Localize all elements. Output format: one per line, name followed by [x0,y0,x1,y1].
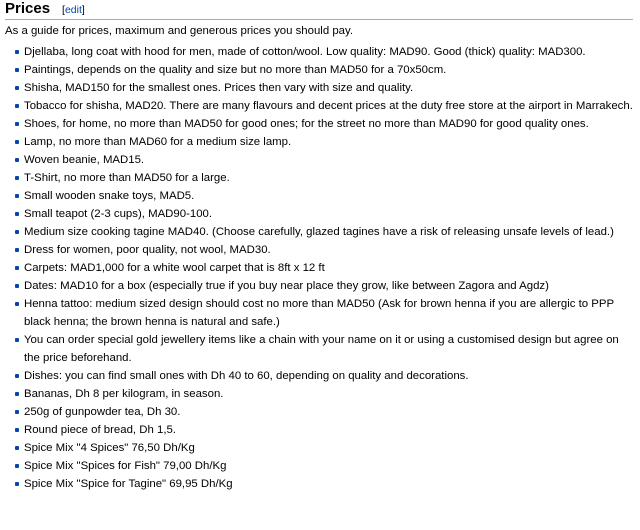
bullet-icon [15,140,19,144]
bullet-icon [15,158,19,162]
list-item [0,151,634,169]
list-item [0,403,634,421]
bullet-icon [15,50,19,54]
list-item [0,205,634,223]
list-item-text: Henna tattoo: medium sized design should cost no more than MAD50 (Ask for brown henna if you are allergic to PPP black henna; the brown henna is natural and safe.) [24,298,614,328]
bullet-icon [15,86,19,90]
list-item-text: Tobacco for shisha, MAD20. There are many flavours and decent prices at the duty free store at the airport in Marrakech. [24,100,633,112]
list-item [0,457,634,475]
bullet-icon [15,338,19,342]
bullet-icon [15,266,19,270]
bullet-icon [15,122,19,126]
list-item-text: Bananas, Dh 8 per kilogram, in season. [24,388,224,400]
list-item [0,277,634,295]
list-item-text: Dishes: you can find small ones with Dh 40 to 60, depending on quality and decorations. [24,370,469,382]
edit-link[interactable]: edit [64,4,82,16]
list-item-text: Woven beanie, MAD15. [24,154,145,166]
intro-paragraph: As a guide for prices, maximum and generous prices you should pay. [5,25,354,37]
bullet-icon [15,482,19,486]
bullet-icon [15,392,19,396]
list-item-text: Dates: MAD10 for a box (especially true if you buy near place they grow, like between Zagora and Agdz) [24,280,549,292]
list-item-text: Medium size cooking tagine MAD40. (Choose carefully, glazed tagines have a risk of releasing unsafe levels of lead.) [24,226,614,238]
list-item-text: Small teapot (2-3 cups), MAD90-100. [24,208,213,220]
list-item [0,169,634,187]
list-item-text: Spice Mix "Spices for Fish" 79,00 Dh/Kg [24,460,227,472]
section-heading [5,0,633,20]
bullet-icon [15,248,19,252]
section-title: Prices [5,0,51,17]
list-item [0,421,634,439]
list-item-text: Shoes, for home, no more than MAD50 for good ones; for the street no more than MAD90 for good quality ones. [24,118,589,130]
bullet-icon [15,194,19,198]
list-item-text: Small wooden snake toys, MAD5. [24,190,195,202]
list-item [0,439,634,457]
list-item [0,259,634,277]
bullet-icon [15,284,19,288]
price-list [0,43,634,493]
list-item-text: Shisha, MAD150 for the smallest ones. Prices then vary with size and quality. [24,82,414,94]
list-item [0,223,634,241]
bullet-icon [15,104,19,108]
list-item [0,133,634,151]
edit-section [62,4,85,16]
list-item-text: Spice Mix "Spice for Tagine" 69,95 Dh/Kg [24,478,233,490]
list-item [0,385,634,403]
bullet-icon [15,410,19,414]
bullet-icon [15,212,19,216]
list-item [0,61,634,79]
bullet-icon [15,464,19,468]
bullet-icon [15,446,19,450]
list-item [0,331,634,367]
list-item [0,79,634,97]
list-item-text: Round piece of bread, Dh 1,5. [24,424,176,436]
bullet-icon [15,68,19,72]
list-item-text: Paintings, depends on the quality and size but no more than MAD50 for a 70x50cm. [24,64,447,76]
bullet-icon [15,302,19,306]
list-item-text: T-Shirt, no more than MAD50 for a large. [24,172,230,184]
list-item [0,295,634,331]
list-item-text: Spice Mix "4 Spices" 76,50 Dh/Kg [24,442,195,454]
list-item [0,43,634,61]
list-item-text: Djellaba, long coat with hood for men, made of cotton/wool. Low quality: MAD90. Good (thick) quality: MAD300. [24,46,586,58]
edit-bracket-open: [ [62,4,65,16]
bullet-icon [15,374,19,378]
bullet-icon [15,176,19,180]
list-item-text: 250g of gunpowder tea, Dh 30. [24,406,181,418]
list-item-text: Carpets: MAD1,000 for a white wool carpet that is 8ft x 12 ft [24,262,325,274]
list-item-text: Dress for women, poor quality, not wool, MAD30. [24,244,271,256]
list-item [0,241,634,259]
bullet-icon [15,428,19,432]
list-item [0,367,634,385]
list-item [0,115,634,133]
bullet-icon [15,230,19,234]
list-item [0,187,634,205]
list-item [0,475,634,493]
list-item-text: Lamp, no more than MAD60 for a medium size lamp. [24,136,292,148]
edit-bracket-close: ] [81,4,85,16]
list-item-text: You can order special gold jewellery items like a chain with your name on it or using a customised design but agree on the price beforehand. [24,334,619,364]
list-item [0,97,634,115]
